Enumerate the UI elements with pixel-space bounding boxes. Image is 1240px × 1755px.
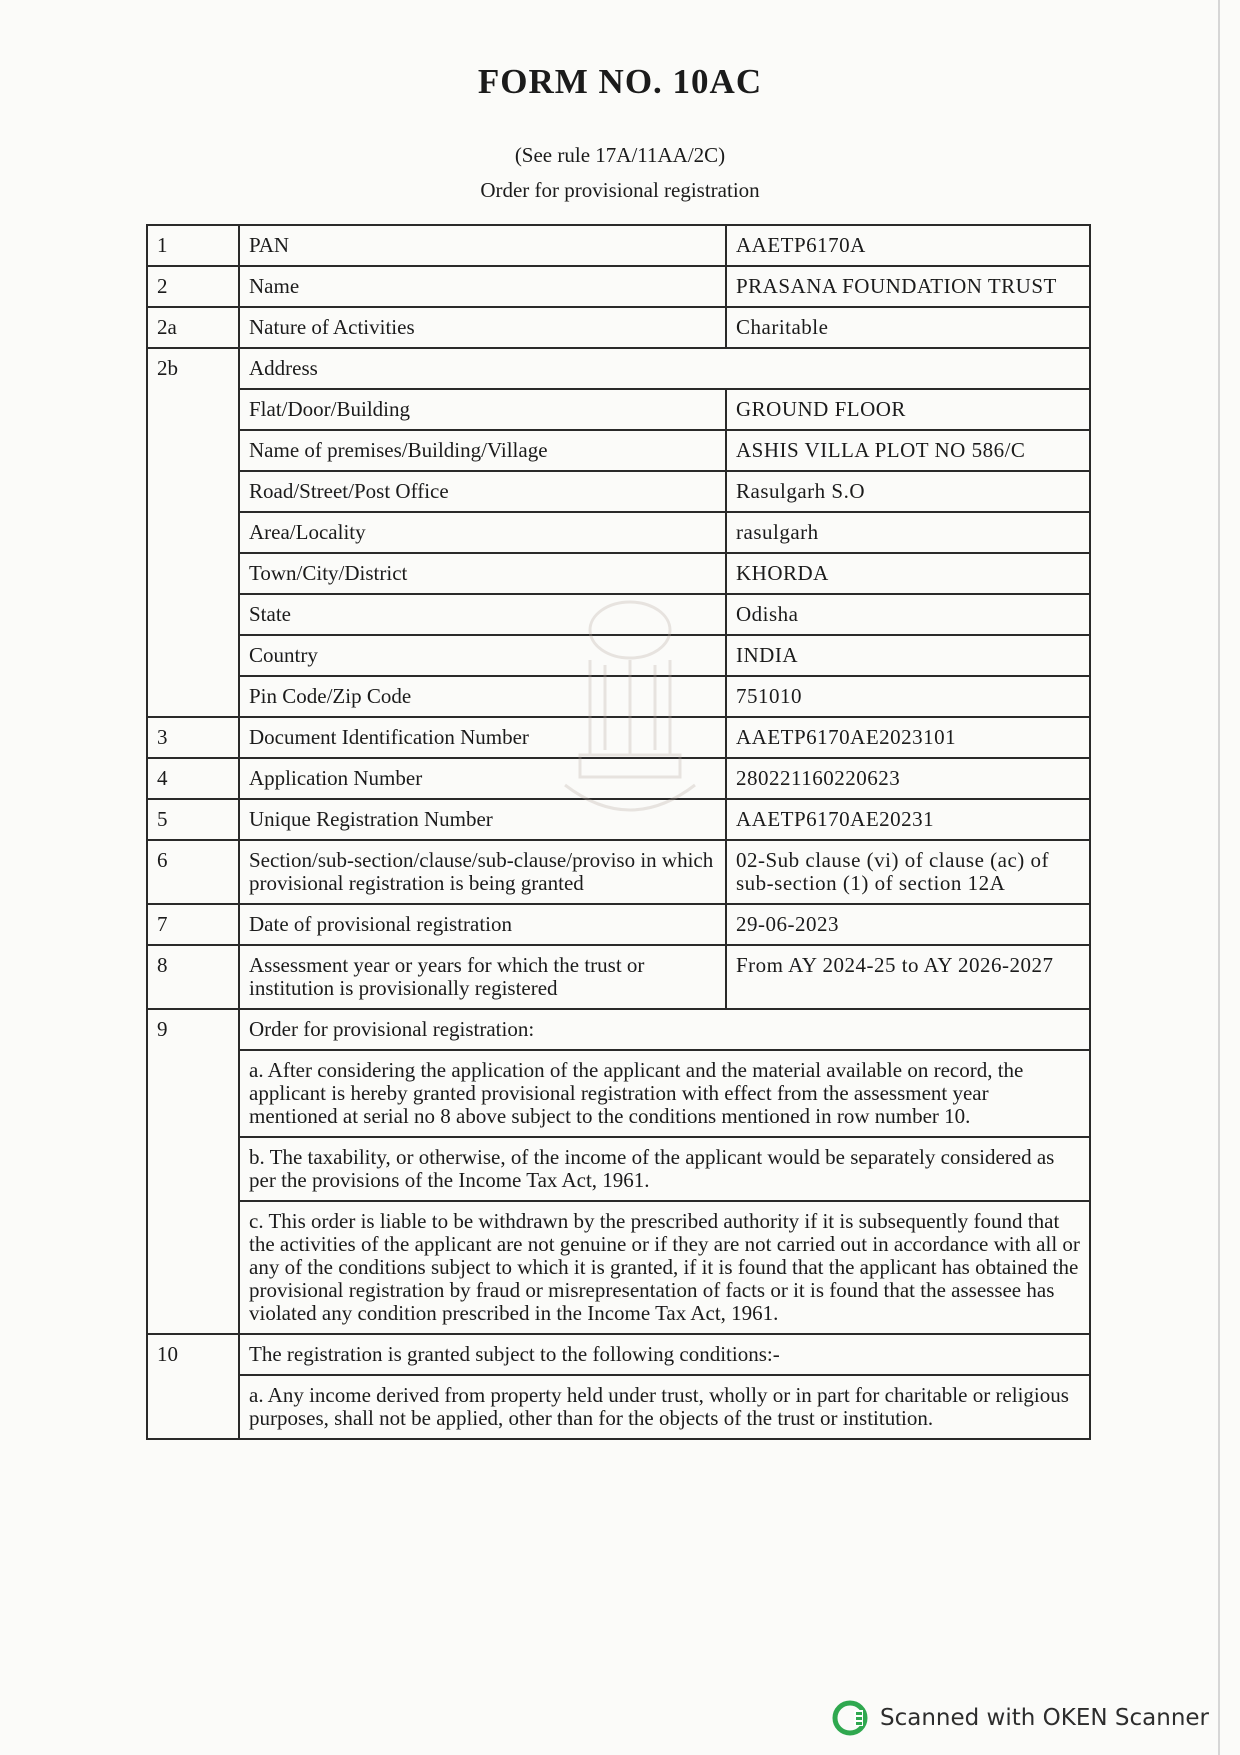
scanner-footer <box>832 1698 1209 1738</box>
row-number: 2b <box>147 348 239 717</box>
field-label: Town/City/District <box>239 553 726 594</box>
field-label: Name of premises/Building/Village <box>239 430 726 471</box>
address-row <box>147 512 1090 553</box>
address-row <box>147 594 1090 635</box>
table-row <box>147 348 1090 389</box>
field-label: Assessment year or years for which the trust or institution is provisionally registered <box>239 945 726 1009</box>
row-number: 6 <box>147 840 239 904</box>
field-label: Unique Registration Number <box>239 799 726 840</box>
pan-value: AAETP6170A <box>726 225 1090 266</box>
order-paragraph-row <box>147 1050 1090 1137</box>
field-value: KHORDA <box>726 553 1090 594</box>
scanner-text: Scanned with OKEN Scanner <box>880 1705 1209 1731</box>
registration-date-value: 29-06-2023 <box>726 904 1090 945</box>
oken-scanner-logo-icon <box>832 1700 868 1736</box>
field-value: rasulgarh <box>726 512 1090 553</box>
assessment-years-value: From AY 2024-25 to AY 2026-2027 <box>726 945 1090 1009</box>
field-value: INDIA <box>726 635 1090 676</box>
table-row <box>147 717 1090 758</box>
field-value: Rasulgarh S.O <box>726 471 1090 512</box>
row-number: 5 <box>147 799 239 840</box>
registration-table <box>146 224 1091 1440</box>
table-row <box>147 266 1090 307</box>
table-row <box>147 945 1090 1009</box>
field-label: Nature of Activities <box>239 307 726 348</box>
conditions-heading: The registration is granted subject to the following conditions:- <box>239 1334 1090 1375</box>
field-label: Section/sub-section/clause/sub-clause/proviso in which provisional registration is being granted <box>239 840 726 904</box>
address-row <box>147 471 1090 512</box>
field-value: 751010 <box>726 676 1090 717</box>
field-label: Name <box>239 266 726 307</box>
address-row <box>147 676 1090 717</box>
page-edge <box>1218 0 1220 1755</box>
rule-reference: (See rule 17A/11AA/2C) <box>514 143 726 167</box>
registration-number-value: AAETP6170AE20231 <box>726 799 1090 840</box>
row-number: 4 <box>147 758 239 799</box>
field-label: Flat/Door/Building <box>239 389 726 430</box>
row-number: 1 <box>147 225 239 266</box>
order-paragraph: a. After considering the application of the applicant and the material available on record, the applicant is hereby granted provisional registration with effect from the assessment year mentioned at serial no 8 above subject to the conditions mentioned in row number 10. <box>239 1050 1090 1137</box>
section-value: 02-Sub clause (vi) of clause (ac) of sub-section (1) of section 12A <box>726 840 1090 904</box>
field-label: Application Number <box>239 758 726 799</box>
row-number: 9 <box>147 1009 239 1334</box>
field-label: Road/Street/Post Office <box>239 471 726 512</box>
field-label: Document Identification Number <box>239 717 726 758</box>
table-row <box>147 904 1090 945</box>
table-row <box>147 1009 1090 1050</box>
row-number: 2a <box>147 307 239 348</box>
field-label: PAN <box>239 225 726 266</box>
name-value: PRASANA FOUNDATION TRUST <box>726 266 1090 307</box>
row-number: 10 <box>147 1334 239 1439</box>
table-row <box>147 758 1090 799</box>
address-row <box>147 389 1090 430</box>
document-id-value: AAETP6170AE2023101 <box>726 717 1090 758</box>
row-number: 3 <box>147 717 239 758</box>
order-paragraph-row <box>147 1201 1090 1334</box>
field-value: ASHIS VILLA PLOT NO 586/C <box>726 430 1090 471</box>
field-label: Country <box>239 635 726 676</box>
conditions-paragraph-row <box>147 1375 1090 1439</box>
row-number: 2 <box>147 266 239 307</box>
order-paragraph-row <box>147 1137 1090 1201</box>
table-row <box>147 225 1090 266</box>
field-label: Date of provisional registration <box>239 904 726 945</box>
form-title: FORM NO. 10AC <box>477 62 763 101</box>
table-row <box>147 840 1090 904</box>
table-row <box>147 1334 1090 1375</box>
field-value: GROUND FLOOR <box>726 389 1090 430</box>
row-number: 8 <box>147 945 239 1009</box>
form-subtitle: Order for provisional registration <box>480 178 760 202</box>
table-row <box>147 799 1090 840</box>
row-number: 7 <box>147 904 239 945</box>
field-label: State <box>239 594 726 635</box>
order-paragraph: c. This order is liable to be withdrawn by the prescribed authority if it is subsequently found that the activities of the applicant are not genuine or if they are not carried out in accordance with all or any of the conditions subject to which it is granted, if it is found that the applicant has obtained the provisional registration by fraud or misrepresentation of facts or it is found that the assessee has violated any condition prescribed in the Income Tax Act, 1961. <box>239 1201 1090 1334</box>
address-heading: Address <box>239 348 1090 389</box>
application-number-value: 280221160220623 <box>726 758 1090 799</box>
conditions-paragraph: a. Any income derived from property held under trust, wholly or in part for charitable or religious purposes, shall not be applied, other than for the objects of the trust or institution. <box>239 1375 1090 1439</box>
table-row <box>147 307 1090 348</box>
activities-value: Charitable <box>726 307 1090 348</box>
order-heading: Order for provisional registration: <box>239 1009 1090 1050</box>
address-row <box>147 553 1090 594</box>
address-row <box>147 635 1090 676</box>
field-value: Odisha <box>726 594 1090 635</box>
field-label: Pin Code/Zip Code <box>239 676 726 717</box>
address-row <box>147 430 1090 471</box>
field-label: Area/Locality <box>239 512 726 553</box>
order-paragraph: b. The taxability, or otherwise, of the income of the applicant would be separately considered as per the provisions of the Income Tax Act, 1961. <box>239 1137 1090 1201</box>
